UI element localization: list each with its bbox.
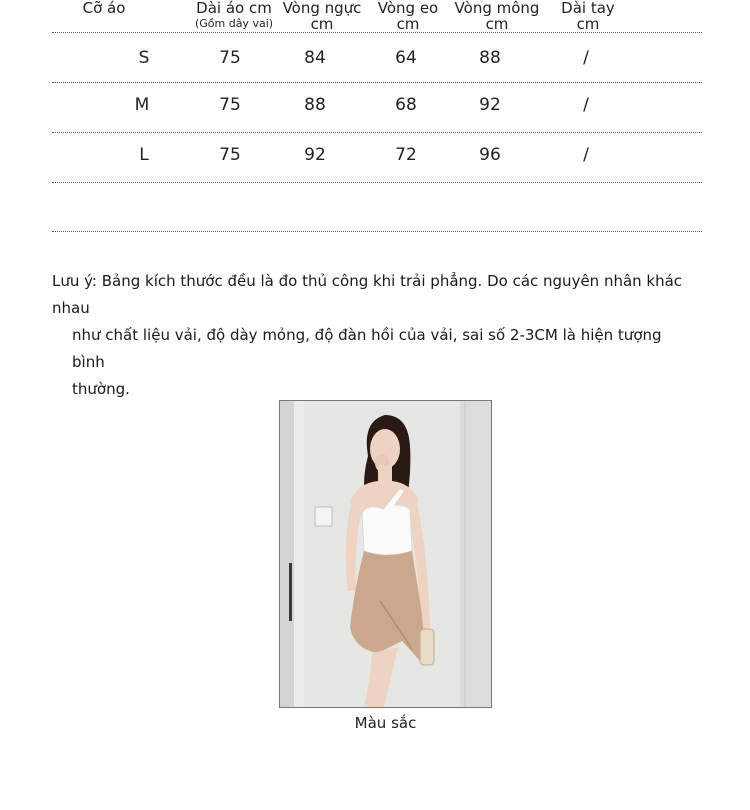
model-photo-illustration [280,401,491,707]
header-length: Dài áo cm (Gồm dây vai) [194,0,274,30]
header-waist: Vòng eo cm [377,0,439,33]
note-line: Lưu ý: Bảng kích thước đều là đo thủ công khi trải phẳng. Do các nguyên nhân khác nhau [52,272,683,317]
row-divider [52,231,702,232]
model-neck [378,465,392,483]
cell-sleeve: / [583,48,589,68]
table-row [52,95,702,119]
cell-waist: 68 [395,95,417,115]
cell-length: 75 [219,95,241,115]
cell-length: 75 [219,48,241,68]
cell-hip: 92 [479,95,501,115]
header-hip: Vòng mông cm [454,0,540,33]
cell-hip: 88 [479,48,501,68]
photo-door-handle [289,563,292,621]
table-row [52,145,702,169]
header-chest: Vòng ngực cm [282,0,362,33]
photo-door [294,401,304,707]
cell-chest: 88 [304,95,326,115]
row-divider [52,182,702,183]
note-line: như chất liệu vải, độ dày mỏng, độ đàn hồi của vải, sai số 2-3CM là hiện tượng bình [72,326,662,371]
cell-sleeve: / [583,95,589,115]
row-divider [52,82,702,83]
cell-chest: 92 [304,145,326,165]
cell-waist: 64 [395,48,417,68]
color-caption: Màu sắc [354,714,417,732]
table-row [52,48,702,72]
cell-hip: 96 [479,145,501,165]
cell-size: L [139,145,149,165]
cell-size: M [134,95,150,115]
cell-size: S [138,48,150,68]
product-photo [279,400,492,708]
cell-chest: 84 [304,48,326,68]
header-sleeve: Dài tay cm [561,0,615,33]
header-size: Cỡ áo [82,0,126,17]
size-note [52,268,692,403]
photo-left-panel [280,401,294,707]
model-clutch [420,629,434,665]
size-table-header [52,0,702,32]
note-line: thường. [72,380,130,398]
row-divider [52,132,702,133]
photo-wall-switch [315,507,332,526]
row-divider [52,32,702,33]
model-skirt [350,551,424,663]
model-top [362,505,412,555]
cell-length: 75 [219,145,241,165]
cell-sleeve: / [583,145,589,165]
cell-waist: 72 [395,145,417,165]
